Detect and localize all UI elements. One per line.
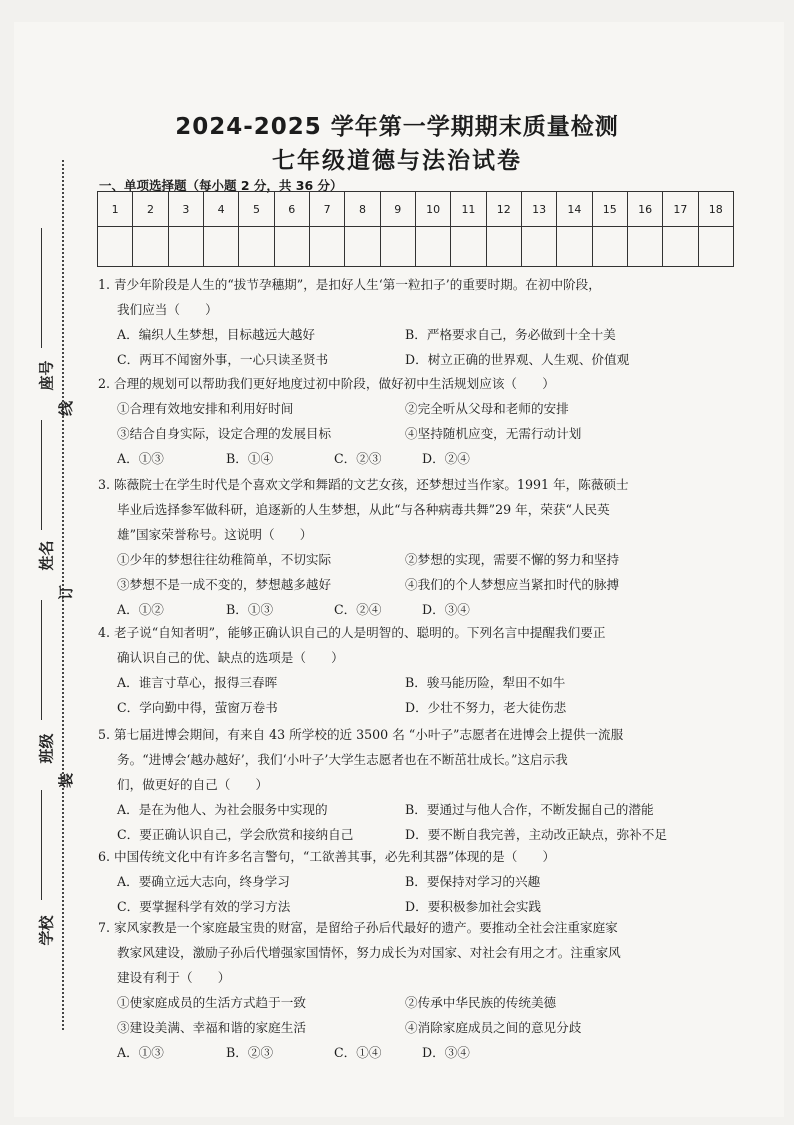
option-item: C．要掌握科学有效的学习方法 bbox=[117, 899, 291, 914]
question-stem-continued: 我们应当（ ） bbox=[117, 302, 218, 317]
answer-grid-number: 6 bbox=[274, 192, 309, 227]
answer-grid-number: 1 bbox=[98, 192, 133, 227]
question bbox=[98, 620, 743, 720]
option-item: B．骏马能历险，犁田不如牛 bbox=[405, 675, 566, 690]
answer-cell[interactable] bbox=[415, 227, 450, 267]
answer-grid-number: 12 bbox=[486, 192, 521, 227]
question-stem: 1. 青少年阶段是人生的“拔节孕穗期”，是扣好人生‘第一粒扣子’的重要时期。在初中阶段， bbox=[98, 277, 601, 292]
option-item: ①合理有效地安排和利用好时间 bbox=[117, 401, 294, 416]
answer-grid-number: 9 bbox=[380, 192, 415, 227]
question bbox=[98, 722, 743, 847]
option-row bbox=[98, 396, 743, 421]
option-row bbox=[98, 547, 743, 572]
seat-underline bbox=[41, 228, 42, 348]
answer-grid-number: 2 bbox=[133, 192, 168, 227]
question-stem-continued: 确认识自己的优、缺点的选项是（ ） bbox=[117, 650, 344, 665]
answer-cell[interactable] bbox=[203, 227, 238, 267]
option-item: ③结合自身实际，设定合理的发展目标 bbox=[117, 426, 332, 441]
answer-choice: C．②③ bbox=[334, 451, 382, 466]
option-item: B．要保持对学习的兴趣 bbox=[405, 874, 541, 889]
seat-label: 座号 bbox=[37, 360, 56, 391]
answer-grid-number: 7 bbox=[309, 192, 344, 227]
answer-grid-number-row bbox=[98, 192, 734, 227]
option-item: ③建设美满、幸福和谐的家庭生活 bbox=[117, 1020, 306, 1035]
option-item: D．要不断自我完善，主动改正缺点，弥补不足 bbox=[405, 827, 667, 842]
answer-grid-number: 4 bbox=[203, 192, 238, 227]
exam-subtitle: 七年级道德与法治试卷 bbox=[272, 148, 522, 174]
answer-grid-number: 17 bbox=[663, 192, 698, 227]
answer-cell[interactable] bbox=[168, 227, 203, 267]
question-stem: 2. 合理的规划可以帮助我们更好地度过初中阶段，做好初中生活规划应该（ ） bbox=[98, 376, 555, 391]
option-row bbox=[98, 421, 743, 446]
option-item: D．要积极参加社会实践 bbox=[405, 899, 542, 914]
question-stem-continued: 们，做更好的自己（ ） bbox=[117, 777, 269, 792]
answer-cell[interactable] bbox=[557, 227, 592, 267]
answer-grid-number: 16 bbox=[627, 192, 662, 227]
option-item: ④坚持随机应变，无需行动计划 bbox=[405, 426, 582, 441]
option-item: C．要正确认识自己，学会欣赏和接纳自己 bbox=[117, 827, 354, 842]
answer-choice: B．①③ bbox=[226, 602, 274, 617]
option-item: ③梦想不是一成不变的，梦想越多越好 bbox=[117, 577, 332, 592]
answer-grid-number: 8 bbox=[345, 192, 380, 227]
answer-cell[interactable] bbox=[592, 227, 627, 267]
answer-grid-number: 3 bbox=[168, 192, 203, 227]
option-item: A．编织人生梦想，目标越远大越好 bbox=[117, 327, 316, 342]
answer-choice: C．②④ bbox=[334, 602, 382, 617]
answer-cell[interactable] bbox=[345, 227, 380, 267]
option-item: A．要确立远大志向，终身学习 bbox=[117, 874, 290, 889]
option-item: B．要通过与他人合作，不断发掘自己的潜能 bbox=[405, 802, 654, 817]
class-label: 班级 bbox=[37, 733, 56, 764]
answer-grid-number: 13 bbox=[521, 192, 556, 227]
option-item: A．谁言寸草心，报得三春晖 bbox=[117, 675, 278, 690]
answer-cell[interactable] bbox=[380, 227, 415, 267]
answer-grid-number: 18 bbox=[698, 192, 733, 227]
answer-choice: A．①③ bbox=[117, 1045, 164, 1060]
question-stem-continued: 雄”国家荣誉称号。这说明（ ） bbox=[117, 527, 313, 542]
question-stem-continued: 毕业后选择参军做科研，追逐新的人生梦想，从此“与各种病毒共舞”29 年，荣获“人民英 bbox=[117, 502, 610, 517]
option-item: D．树立正确的世界观、人生观、价值观 bbox=[405, 352, 630, 367]
answer-choice: A．①③ bbox=[117, 451, 164, 466]
answer-cell[interactable] bbox=[663, 227, 698, 267]
option-item: ②传承中华民族的传统美德 bbox=[405, 995, 557, 1010]
answer-grid-number: 14 bbox=[557, 192, 592, 227]
answer-grid bbox=[97, 191, 734, 267]
answer-grid-number: 5 bbox=[239, 192, 274, 227]
answer-cell[interactable] bbox=[451, 227, 486, 267]
answer-cell[interactable] bbox=[698, 227, 733, 267]
option-row bbox=[98, 347, 743, 372]
option-item: C．两耳不闻窗外事，一心只读圣贤书 bbox=[117, 352, 329, 367]
answer-grid-number: 11 bbox=[451, 192, 486, 227]
option-row bbox=[98, 695, 743, 720]
answer-grid-number: 15 bbox=[592, 192, 627, 227]
answer-grid-number: 10 bbox=[415, 192, 450, 227]
option-row bbox=[98, 572, 743, 597]
option-item: A．是在为他人、为社会服务中实现的 bbox=[117, 802, 328, 817]
answer-cell[interactable] bbox=[274, 227, 309, 267]
answer-cell[interactable] bbox=[521, 227, 556, 267]
option-row bbox=[98, 1015, 743, 1040]
option-row bbox=[98, 670, 743, 695]
answer-choice: B．②③ bbox=[226, 1045, 274, 1060]
line-marker: 线 bbox=[57, 400, 76, 417]
question-stem: 7. 家风家教是一个家庭最宝贵的财富，是留给子孙后代最好的遗产。要推动全社会注重家庭家 bbox=[98, 920, 618, 935]
answer-choice: A．①② bbox=[117, 602, 164, 617]
bind-marker: 装 bbox=[57, 772, 76, 789]
question bbox=[98, 371, 743, 471]
name-label: 姓名 bbox=[37, 540, 56, 571]
option-row bbox=[98, 797, 743, 822]
option-item: D．少壮不努力，老大徒伤悲 bbox=[405, 700, 567, 715]
answer-cell[interactable] bbox=[98, 227, 133, 267]
option-item: ②完全听从父母和老师的安排 bbox=[405, 401, 569, 416]
answer-choice: D．③④ bbox=[422, 1045, 470, 1060]
option-row bbox=[98, 446, 743, 471]
section-heading: 一、单项选择题（每小题 2 分，共 36 分） bbox=[99, 178, 343, 193]
answer-cell[interactable] bbox=[239, 227, 274, 267]
option-row bbox=[98, 322, 743, 347]
question bbox=[98, 472, 743, 622]
option-row bbox=[98, 990, 743, 1015]
school-label: 学校 bbox=[37, 915, 56, 946]
question bbox=[98, 844, 743, 919]
answer-choice: C．①④ bbox=[334, 1045, 382, 1060]
option-item: B．严格要求自己，务必做到十全十美 bbox=[405, 327, 616, 342]
question-stem: 5. 第七届进博会期间，有来自 43 所学校的近 3500 名 “小叶子”志愿者在进博会上提供一流服 bbox=[98, 727, 624, 742]
option-item: ④我们的个人梦想应当紧扣时代的脉搏 bbox=[405, 577, 620, 592]
class-underline bbox=[41, 600, 42, 720]
school-underline bbox=[41, 790, 42, 900]
option-row bbox=[98, 597, 743, 622]
name-underline bbox=[41, 420, 42, 530]
question-stem-continued: 建设有利于（ ） bbox=[117, 970, 231, 985]
option-row bbox=[98, 869, 743, 894]
answer-cell[interactable] bbox=[309, 227, 344, 267]
question-stem: 6. 中国传统文化中有许多名言警句，“工欲善其事，必先利其器”体现的是（ ） bbox=[98, 849, 556, 864]
option-item: ②梦想的实现，需要不懈的努力和坚持 bbox=[405, 552, 620, 567]
answer-choice: B．①④ bbox=[226, 451, 274, 466]
question-stem-continued: 务。“进博会‘越办越好’，我们‘小叶子’大学生志愿者也在不断茁壮成长。”这启示我 bbox=[117, 752, 568, 767]
option-item: ①使家庭成员的生活方式趋于一致 bbox=[117, 995, 306, 1010]
question bbox=[98, 272, 743, 372]
option-item: ④消除家庭成员之间的意见分歧 bbox=[405, 1020, 582, 1035]
question-stem-continued: 教家风建设，激励子孙后代增强家国情怀，努力成长为对国家、对社会有用之才。注重家风 bbox=[117, 945, 621, 960]
option-item: ①少年的梦想往往幼稚简单，不切实际 bbox=[117, 552, 332, 567]
answer-cell[interactable] bbox=[486, 227, 521, 267]
answer-cell[interactable] bbox=[627, 227, 662, 267]
answer-choice: D．②④ bbox=[422, 451, 470, 466]
answer-grid-blank-row bbox=[98, 227, 734, 267]
staple-marker: 订 bbox=[57, 584, 76, 601]
answer-cell[interactable] bbox=[133, 227, 168, 267]
question bbox=[98, 915, 743, 1065]
question-stem: 3. 陈薇院士在学生时代是个喜欢文学和舞蹈的文艺女孩，还梦想过当作家。1991 年，陈薇硕士 bbox=[98, 477, 629, 492]
option-item: C．学向勤中得，萤窗万卷书 bbox=[117, 700, 278, 715]
question-stem: 4. 老子说“自知者明”，能够正确认识自己的人是明智的、聪明的。下列名言中提醒我们要正 bbox=[98, 625, 606, 640]
exam-title: 2024-2025 学年第一学期期末质量检测 bbox=[175, 114, 619, 140]
answer-choice: D．③④ bbox=[422, 602, 470, 617]
option-row bbox=[98, 1040, 743, 1065]
